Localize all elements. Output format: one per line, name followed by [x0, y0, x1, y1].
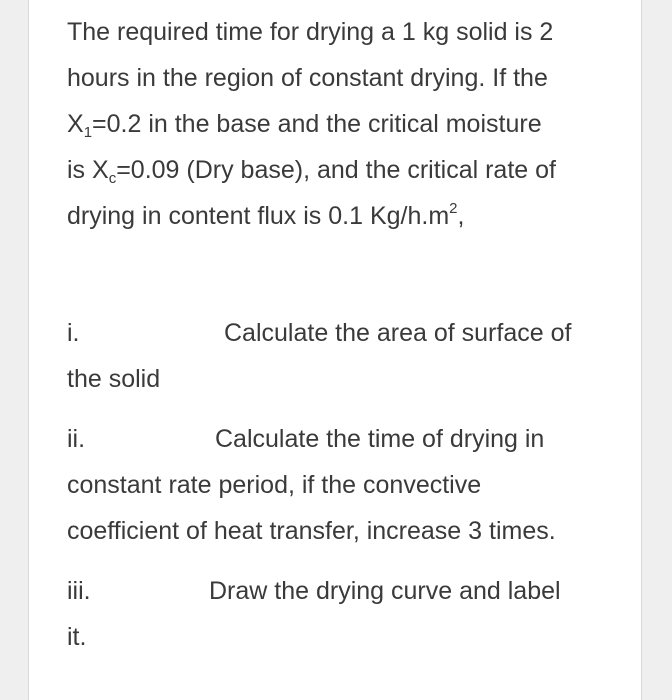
- question-3-number: iii.: [67, 577, 91, 605]
- question-3-continuation: it.: [67, 623, 87, 651]
- question-2-text: Calculate the time of drying in: [215, 425, 545, 453]
- xc-text: =0.09 (Dry base), and the critical rate of: [116, 156, 556, 184]
- question-2-continuation-2: coefficient of heat transfer, increase 3 times.: [67, 517, 556, 545]
- problem-line-4: [67, 147, 556, 193]
- question-1-text: Calculate the area of surface of: [224, 319, 572, 347]
- rate-text: drying in content flux is 0.1 Kg/h.m: [67, 202, 450, 230]
- question-2-continuation-1: constant rate period, if the convective: [67, 471, 482, 499]
- xc-symbol: is X: [67, 156, 109, 184]
- rate-superscript: 2: [449, 200, 458, 217]
- x1-text: =0.2 in the base and the critical moisture: [92, 110, 542, 138]
- question-1-number: i.: [67, 319, 80, 347]
- question-1-continuation: the solid: [67, 365, 161, 393]
- x1-symbol: X: [67, 110, 84, 138]
- problem-line-2: hours in the region of constant drying. If the: [67, 64, 548, 92]
- question-2-number: ii.: [67, 425, 86, 453]
- x1-subscript: 1: [83, 124, 93, 141]
- problem-line-5: [67, 193, 464, 239]
- rate-comma: ,: [457, 202, 465, 230]
- problem-line-3: [67, 101, 542, 147]
- problem-line-1: The required time for drying a 1 kg solid is 2: [67, 18, 554, 46]
- question-card: [28, 0, 642, 700]
- question-3-text: Draw the drying curve and label: [209, 577, 561, 605]
- xc-subscript: c: [108, 170, 117, 187]
